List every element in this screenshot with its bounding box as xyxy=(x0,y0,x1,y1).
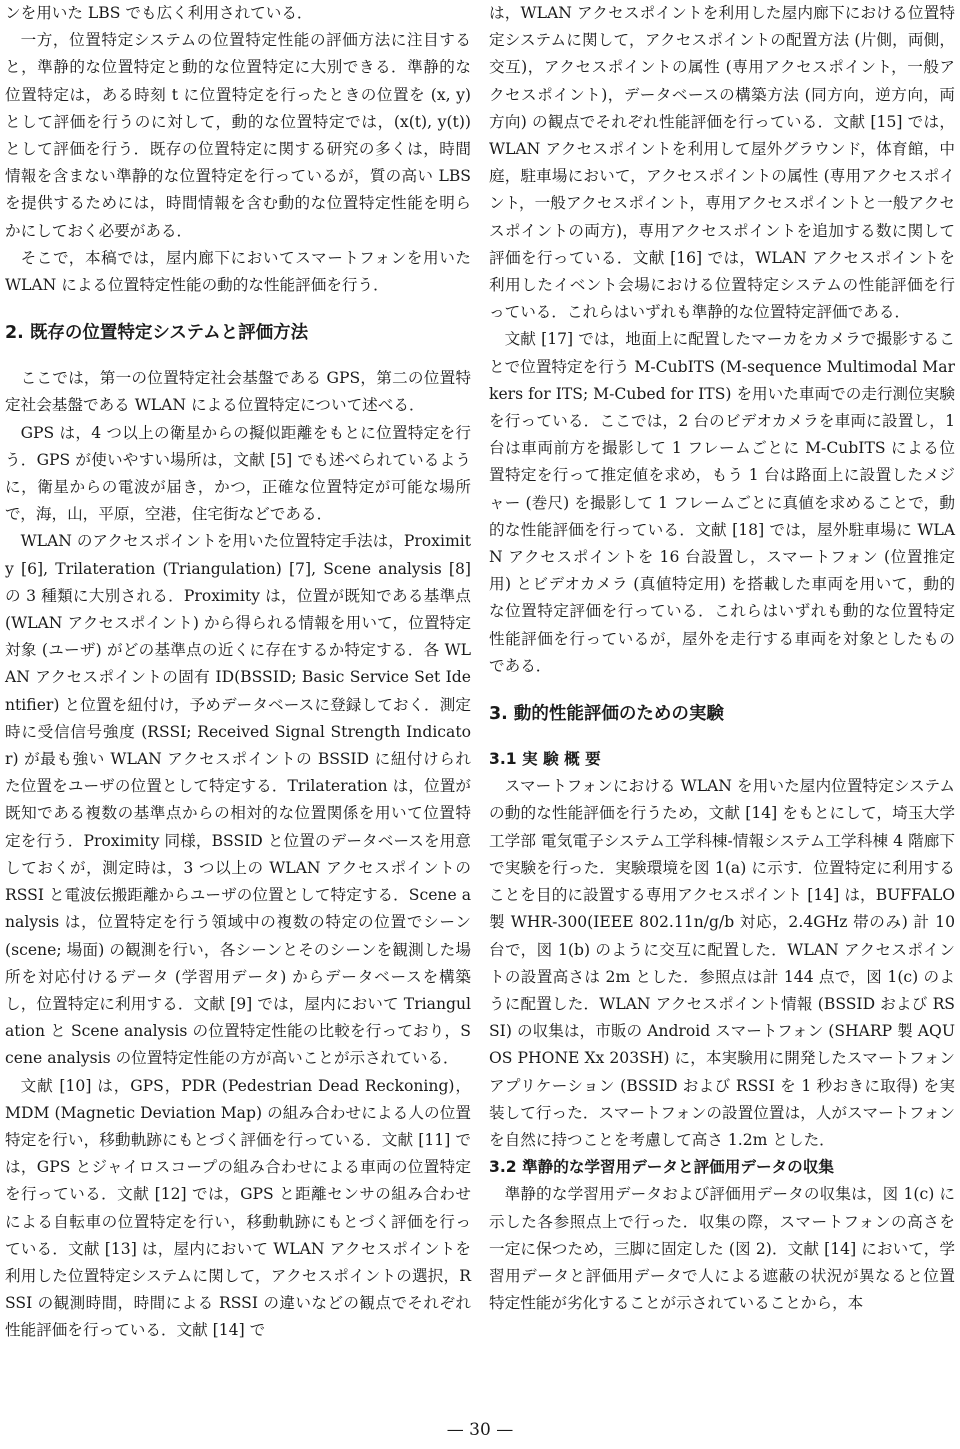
paragraph: WLAN のアクセスポイントを用いた位置特定手法は，Proximity [6], Trilateration (Triangulation) [7], Scene analysis [8] の 3 種類に大別される．Proximity は，位置が既知である基準点 (WLAN アクセスポイント) から得られる情報を用いて，位置特定対象 (ユーザ) がどの基準点の近くに存在するか特定する．各 WLAN アクセスポイントの固有 ID(BSSID; Basic Service Set Identifier) と位置を紐付け，予めデータベースに登録しておく．測定時に受信信号強度 (RSSI; Received Signal Strength Indicator) が最も強い WLAN アクセスポイントの BSSID に紐付けられた位置をユーザの位置として特定する．Trilateration は，位置が既知である複数の基準点からの相対的な位置関係を用いて位置特定を行う．Proximity 同様，BSSID と位置のデータベースを用意しておくが，測定時は，3 つ以上の WLAN アクセスポイントの RSSI と電波伝搬距離からユーザの位置として特定する．Scene analysis は，位置特定を行う領域中の複数の特定の位置でシーン (scene; 場面) の観測を行い，各シーンとそのシーンを観測した場所を対応付けるデータ (学習用データ) からデータベースを構築し，位置特定に利用する．文献 [9] では，屋内において Triangulation と Scene analysis の位置特定性能の比較を行っており，Scene analysis の位置特定性能の方が高いことが示されている． xyxy=(5,532,471,1068)
paragraph: スマートフォンにおける WLAN を用いた屋内位置特定システムの動的な性能評価を行うため，文献 [14] をもとにして，埼玉大学 工学部 電気電子システム工学科棟-情報システム工学科棟 4 階廊下で実験を行った．実験環境を図 1(a) に示す．位置特定に利用することを目的に設置する専用アクセスポイント [14] は，BUFFALO 製 WHR-300(IEEE 802.11n/g/b 対応，2.4GHz 帯のみ) 計 10 台で，図 1(b) のように交互に配置した．WLAN アクセスポイントの設置高さは 2m とした．参照点は計 144 点で，図 1(c) のように配置した．WLAN アクセスポイント情報 (BSSID および RSSI) の収集は，市販の Android スマートフォン (SHARP 製 AQUOS PHONE Xx 203SH) に，本実験用に開発したスマートフォンアプリケーション (BSSID および RSSI を 1 秒おきに取得) を実装して行った．スマートフォンの設置位置は，人がスマートフォンを自然に持つことを考慮して高さ 1.2m とした． xyxy=(489,777,955,1149)
paragraph: そこで，本稿では，屋内廊下においてスマートフォンを用いた WLAN による位置特定性能の動的な性能評価を行う． xyxy=(5,248,471,295)
left-column xyxy=(5,0,471,1345)
paragraph: ンを用いた LBS でも広く利用されている． xyxy=(5,4,313,22)
paragraph: 一方，位置特定システムの位置特定性能の評価方法に注目すると，準静的な位置特定と動的な位置特定に大別できる．準静的な位置特定は，ある時刻 t に位置特定を行ったときの位置を (x, y) として評価を行うのに対して，動的な位置特定では，(x(t), y(t)) として評価を行う．既存の位置特定に関する研究の多くは，時間情報を含まない準静的な位置特定を行っているが，質の高い LBS を提供するためには，時間情報を含む動的な位置特定性能を明らかにしておく必要がある． xyxy=(5,31,471,240)
section-heading: 2. 既存の位置特定システムと評価方法 xyxy=(5,323,309,344)
paragraph: 文献 [17] では，地面上に配置したマーカをカメラで撮影することで位置特定を行う M-CubITS (M-sequence Multimodal Markers for ITS; M-Cubed for ITS) を用いた車両での走行測位実験を行っている．ここでは，2 台のビデオカメラを車両に設置し，1 台は車両前方を撮影して 1 フレームごとに M-CubITS による位置特定を行って推定値を求め，もう 1 台は路面上に設置したメジャー (巻尺) を撮影して 1 フレームごとに真値を求めることで，動的な性能評価を行っている．文献 [18] では，屋外駐車場に WLAN アクセスポイントを 16 台設置し，スマートフォン (位置推定用) とビデオカメラ (真値特定用) を搭載した車両を用いて，動的な位置特定評価を行っている．これらはいずれも動的な位置特定性能評価を行っているが，屋外を走行する車両を対象としたものである． xyxy=(489,330,955,675)
page-number: — 30 — xyxy=(446,1420,514,1440)
paragraph: 文献 [10] は，GPS，PDR (Pedestrian Dead Reckoning)，MDM (Magnetic Deviation Map) の組み合わせによる人の位置特定を行い，移動軌跡にもとづく評価を行っている．文献 [11] では，GPS とジャイロスコープの組み合わせによる車両の位置特定を行っている．文献 [12] では，GPS と距離センサの組み合わせによる自転車の位置特定を行い，移動軌跡にもとづく評価を行っている．文献 [13] は，屋内において WLAN アクセスポイントを利用した位置特定システムに関して，アクセスポイントの選択，RSSI の観測時間，時間による RSSI の違いなどの観点でそれぞれ性能評価を行っている．文献 [14] で xyxy=(5,1076,471,1340)
subsection-heading: 3.1 実 験 概 要 xyxy=(489,750,601,769)
paragraph: 準静的な学習用データおよび評価用データの収集は，図 1(c) に示した各参照点上で行った．収集の際，スマートフォンの高さを一定に保つため，三脚に固定した (図 2)．文献 [14] において，学習用データと評価用データで人による遮蔽の状況が異なると位置特定性能が劣化することが示されていることから，本 xyxy=(489,1185,955,1313)
paragraph: は，WLAN アクセスポイントを利用した屋内廊下における位置特定システムに関して，アクセスポイントの配置方法 (片側，両側，交互)，アクセスポイントの属性 (専用アクセスポイント，一般アクセスポイント)，データベースの構築方法 (同方向，逆方向，両方向) の観点でそれぞれ性能評価を行っている．文献 [15] では，WLAN アクセスポイントを利用して屋外グラウンド，体育館，中庭，駐車場において，アクセスポイントの属性 (専用アクセスポイント，一般アクセスポイント，専用アクセスポイントと一般アクセスポイントの両方)，専用アクセスポイントを追加する数に関して評価を行っている．文献 [16] では，WLAN アクセスポイントを利用したイベント会場における位置特定システムの性能評価を行っている．これらはいずれも準静的な位置特定評価である． xyxy=(489,4,955,322)
paragraph: GPS は，4 つ以上の衛星からの擬似距離をもとに位置特定を行う．GPS が使いやすい場所は，文献 [5] でも述べられているように，衛星からの電波が届き，かつ，正確な位置特定が可能な場所で，海，山，平原，空港，住宅街などである． xyxy=(5,423,471,524)
subsection-heading: 3.2 準静的な学習用データと評価用データの収集 xyxy=(489,1158,834,1177)
right-column xyxy=(489,0,955,1317)
section-heading: 3. 動的性能評価のための実験 xyxy=(489,704,724,725)
paragraph: ここでは，第一の位置特定社会基盤である GPS，第二の位置特定社会基盤である WLAN による位置特定について述べる． xyxy=(5,369,471,415)
